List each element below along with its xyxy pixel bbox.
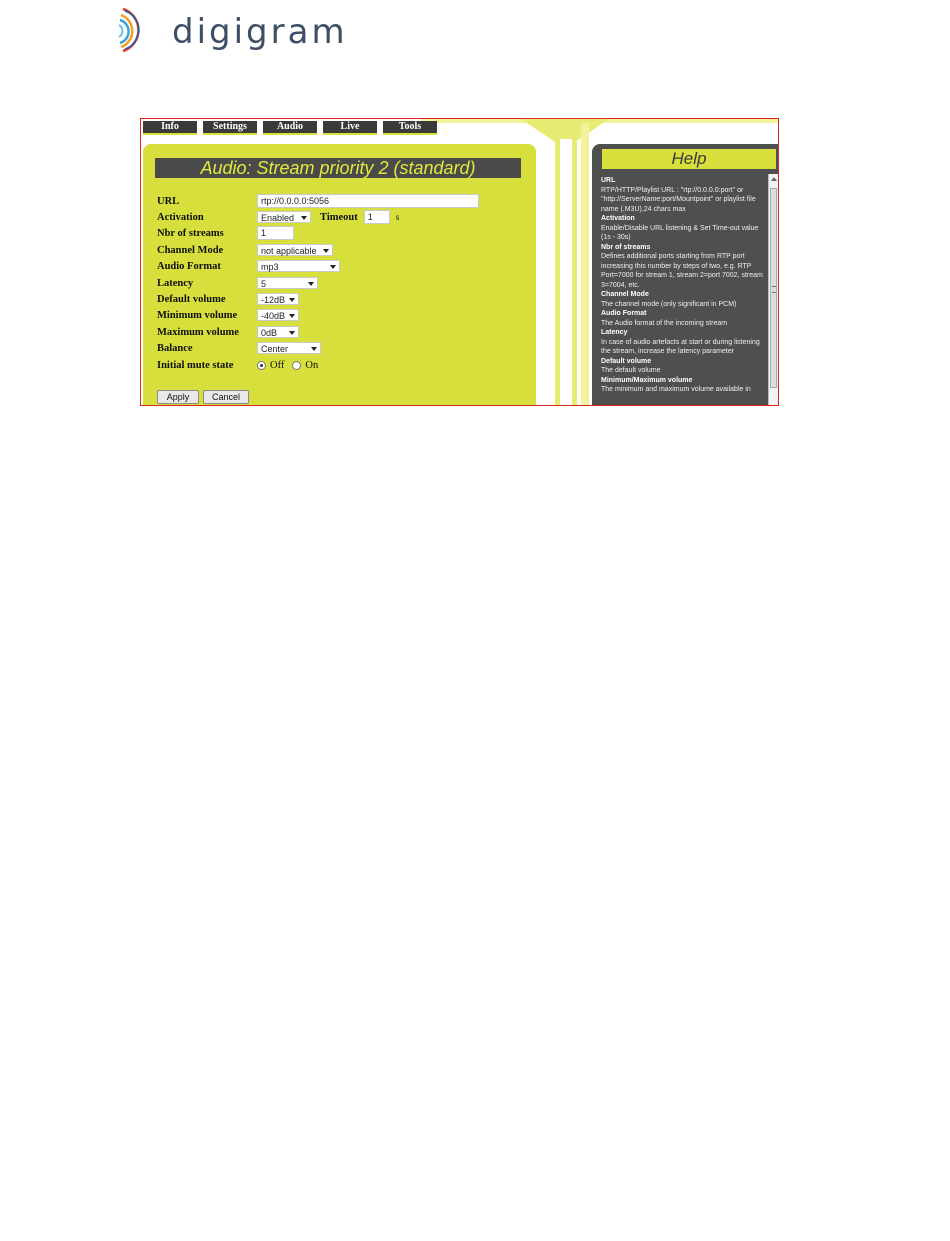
help-heading: Channel Mode [601, 291, 649, 298]
nbr-streams-label: Nbr of streams [157, 227, 224, 239]
nbr-streams-input[interactable]: 1 [257, 226, 294, 240]
url-label: URL [157, 195, 180, 207]
help-heading: Audio Format [601, 310, 647, 317]
balance-label: Balance [157, 342, 193, 354]
mute-off-label: Off [270, 359, 285, 371]
help-heading: URL [601, 177, 616, 184]
scroll-up-arrow-icon[interactable] [771, 177, 777, 181]
apply-button[interactable]: Apply [157, 390, 199, 404]
channel-mode-select[interactable] [257, 244, 333, 256]
chevron-down-icon [289, 298, 295, 302]
help-text: In case of audio artefacts at start or during listening the stream, increase the latency parameter [601, 338, 760, 355]
main-tabs [143, 121, 437, 133]
audio-settings-panel [143, 144, 536, 406]
default-volume-value: -12dB [261, 295, 286, 305]
balance-select[interactable] [257, 342, 321, 354]
chevron-down-icon [311, 347, 317, 351]
decor-stem-inner [560, 139, 572, 406]
help-text: The minimum and maximum volume available in [601, 386, 751, 393]
maximum-volume-select[interactable] [257, 326, 299, 338]
timeout-label: Timeout [320, 211, 358, 223]
activation-label: Activation [157, 211, 204, 223]
tab-tools[interactable]: Tools [383, 121, 437, 135]
chevron-down-icon [289, 314, 295, 318]
latency-select[interactable] [257, 277, 318, 289]
tab-info[interactable]: Info [143, 121, 197, 135]
help-text: The channel mode (only significant in PCM) [601, 300, 737, 308]
latency-label: Latency [157, 277, 194, 289]
tab-settings[interactable]: Settings [203, 121, 257, 135]
scrollbar-thumb[interactable] [770, 188, 777, 388]
audio-format-select[interactable] [257, 260, 340, 272]
mute-on-label: On [305, 359, 319, 371]
tab-live[interactable]: Live [323, 121, 377, 135]
latency-value: 5 [261, 279, 267, 289]
minimum-volume-value: -40dB [261, 311, 286, 321]
help-scrollbar[interactable] [768, 174, 779, 406]
default-volume-label: Default volume [157, 293, 226, 305]
help-heading: Nbr of streams [601, 243, 651, 251]
help-heading: Activation [601, 215, 635, 222]
help-text: The Audio format of the incoming stream [601, 319, 728, 327]
digigram-logo [117, 5, 377, 57]
url-input[interactable]: rtp://0.0.0.0:5056 [257, 194, 479, 208]
maximum-volume-value: 0dB [261, 328, 278, 338]
help-text: Defines additional ports starting from RTP port increasing this number by steps of two, e.g. RTP Port=7000 for stream 1, stream 2=port 7002, stream 3=7004, etc. [601, 253, 763, 289]
help-heading: Minimum/Maximum volume [601, 376, 693, 384]
chevron-down-icon [308, 282, 314, 286]
audio-format-value: mp3 [261, 262, 279, 272]
device-web-ui [140, 118, 779, 406]
channel-mode-label: Channel Mode [157, 244, 224, 256]
mute-on-radio[interactable] [292, 361, 301, 370]
help-heading: Default volume [601, 357, 652, 365]
help-heading: Latency [601, 329, 628, 336]
cancel-button[interactable]: Cancel [203, 390, 249, 404]
chevron-down-icon [323, 249, 329, 253]
audio-format-label: Audio Format [157, 260, 221, 272]
help-panel [592, 144, 779, 406]
decor-side-stripe [581, 123, 589, 406]
logo-wordmark: digigram [172, 12, 348, 52]
help-text: RTP/HTTP/Playlist URL : "rtp://0.0.0.0:port" or "http://ServerName:port/Mountpoint" or playlist file name (.M3U),24 chars max [601, 186, 756, 213]
page-title: Audio: Stream priority 2 (standard) [155, 158, 521, 178]
minimum-volume-select[interactable] [257, 309, 299, 321]
help-text: The default volume [601, 367, 661, 374]
tab-audio[interactable]: Audio [263, 121, 317, 135]
chevron-down-icon [289, 331, 295, 335]
channel-mode-value: not applicable [261, 246, 317, 256]
activation-value: Enabled [261, 213, 295, 223]
help-title: Help [602, 149, 776, 169]
help-content [601, 176, 767, 406]
chevron-down-icon [301, 216, 307, 220]
default-volume-select[interactable] [257, 293, 299, 305]
help-text: Enable/Disable URL listening & Set Time-out value (1s - 30s) [601, 224, 759, 241]
chevron-down-icon [330, 265, 336, 269]
timeout-unit: s [395, 212, 400, 222]
activation-select[interactable] [257, 211, 311, 223]
minimum-volume-label: Minimum volume [157, 309, 238, 321]
balance-value: Center [261, 344, 289, 354]
mute-off-radio[interactable] [257, 361, 266, 370]
logo-mark-icon [117, 5, 165, 55]
maximum-volume-label: Maximum volume [157, 326, 239, 338]
mute-state-label: Initial mute state [157, 359, 234, 371]
grip-icon [772, 286, 776, 293]
timeout-input[interactable]: 1 [364, 210, 390, 224]
